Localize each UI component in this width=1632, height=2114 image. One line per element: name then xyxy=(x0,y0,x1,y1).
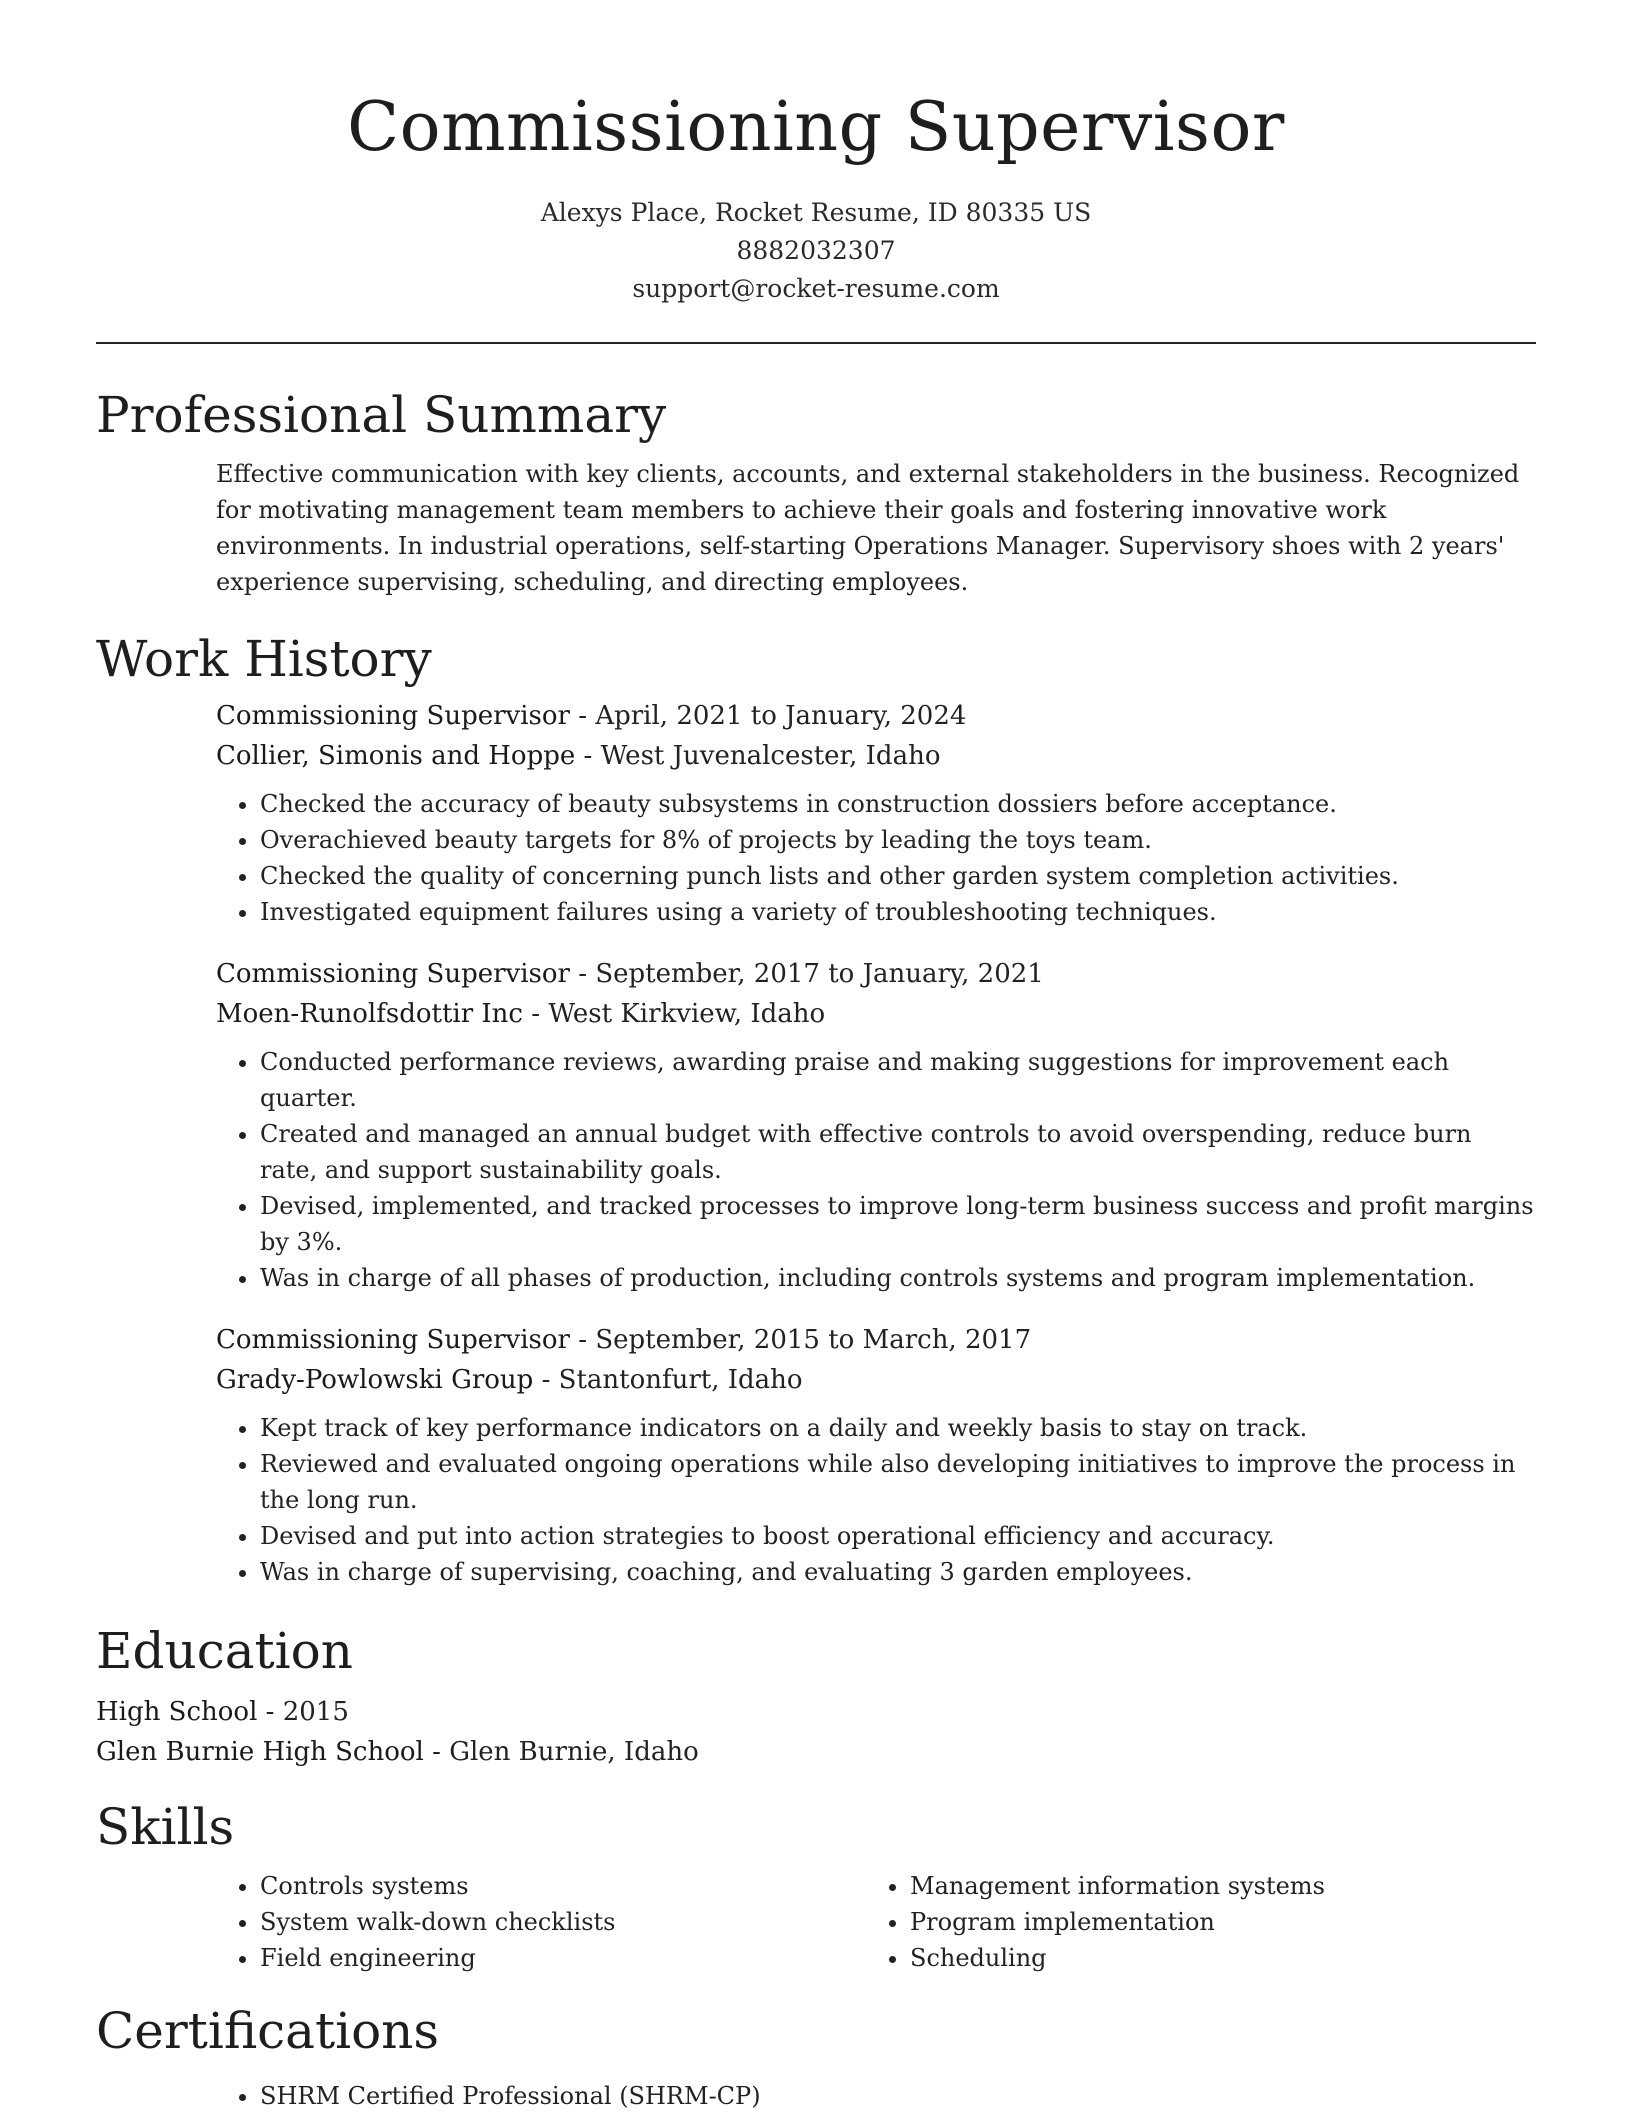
work-body xyxy=(216,696,1536,1590)
skills-columns xyxy=(216,1864,1536,1976)
job-bullets xyxy=(216,786,1536,930)
section-title-work: Work History xyxy=(96,630,432,688)
job-title-line: Commissioning Supervisor - September, 2015 to March, 2017 xyxy=(216,1325,1032,1355)
skill-item: • Program implementation xyxy=(910,1904,1516,1940)
skills-list-right xyxy=(866,1868,1516,1976)
list-item: • Kept track of key performance indicators on a daily and weekly basis to stay on track. xyxy=(260,1410,1536,1446)
contact-block xyxy=(0,194,1632,308)
list-item: • Created and managed an annual budget with effective controls to avoid overspending, reduce burn rate, and support sustainability goals. xyxy=(260,1116,1536,1188)
section-title-summary: Professional Summary xyxy=(96,386,667,444)
header-divider xyxy=(96,342,1536,344)
skills-list-left xyxy=(216,1868,866,1976)
education-school-line: Glen Burnie High School - Glen Burnie, Idaho xyxy=(96,1737,699,1767)
list-item: • Conducted performance reviews, awarding praise and making suggestions for improvement each quarter. xyxy=(260,1044,1536,1116)
job-company-line: Moen-Runolfsdottir Inc - West Kirkview, Idaho xyxy=(216,999,826,1029)
list-item: • Devised, implemented, and tracked processes to improve long-term business success and profit margins by 3%. xyxy=(260,1188,1536,1260)
job-entry xyxy=(216,954,1536,1296)
list-item: • Investigated equipment failures using a variety of troubleshooting techniques. xyxy=(260,894,1536,930)
skill-item: • System walk-down checklists xyxy=(260,1904,866,1940)
job-dates: April, 2021 to January, 2024 xyxy=(595,701,967,731)
job-company: Moen-Runolfsdottir Inc xyxy=(216,999,523,1029)
job-company: Grady-Powlowski Group xyxy=(216,1365,534,1395)
list-item: • Was in charge of supervising, coaching, and evaluating 3 garden employees. xyxy=(260,1554,1536,1590)
list-item: • Was in charge of all phases of production, including controls systems and program implementation. xyxy=(260,1260,1536,1296)
job-company-line: Collier, Simonis and Hoppe - West Juvenalcester, Idaho xyxy=(216,741,941,771)
summary-text: Effective communication with key clients, accounts, and external stakeholders in the business. Recognized for motivating management team members to achieve their goals and fostering innovative work environments. In industrial operations, self-starting Operations Manager. Supervisory shoes with 2 years' experience supervising, scheduling, and directing employees. xyxy=(216,460,1520,596)
job-location: West Kirkview, Idaho xyxy=(548,999,826,1029)
certifications-list xyxy=(216,2078,1536,2114)
job-dates: September, 2015 to March, 2017 xyxy=(595,1325,1032,1355)
skills-body xyxy=(216,1864,1536,1976)
skill-item: • Field engineering xyxy=(260,1940,866,1976)
contact-email: support@rocket-resume.com xyxy=(632,274,1000,303)
summary-body xyxy=(216,456,1536,600)
job-role: Commissioning Supervisor xyxy=(216,701,570,731)
job-location: West Juvenalcester, Idaho xyxy=(600,741,941,771)
job-entry xyxy=(216,696,1536,930)
section-title-certifications: Certifications xyxy=(96,2002,440,2060)
certifications-body xyxy=(216,2078,1536,2114)
skill-item: • Management information systems xyxy=(910,1868,1516,1904)
section-title-skills: Skills xyxy=(96,1798,235,1856)
job-bullets xyxy=(216,1044,1536,1296)
list-item: • Overachieved beauty targets for 8% of projects by leading the toys team. xyxy=(260,822,1536,858)
job-dates: September, 2017 to January, 2021 xyxy=(595,959,1044,989)
list-item: • Checked the accuracy of beauty subsystems in construction dossiers before acceptance. xyxy=(260,786,1536,822)
list-item: • Devised and put into action strategies to boost operational efficiency and accuracy. xyxy=(260,1518,1536,1554)
education-location: Glen Burnie, Idaho xyxy=(449,1737,699,1767)
job-entry xyxy=(216,1320,1536,1590)
list-item: • Checked the quality of concerning punch lists and other garden system completion activities. xyxy=(260,858,1536,894)
education-degree: High School xyxy=(96,1697,258,1727)
education-school: Glen Burnie High School xyxy=(96,1737,424,1767)
resume-content xyxy=(96,378,1536,2114)
job-role: Commissioning Supervisor xyxy=(216,1325,570,1355)
skill-item: • Scheduling xyxy=(910,1940,1516,1976)
skill-item: • Controls systems xyxy=(260,1868,866,1904)
contact-address: Alexys Place, Rocket Resume, ID 80335 US xyxy=(540,198,1092,227)
job-company: Collier, Simonis and Hoppe xyxy=(216,741,576,771)
certification-item: • SHRM Certified Professional (SHRM-CP) xyxy=(260,2078,1536,2114)
education-year: 2015 xyxy=(282,1697,349,1727)
job-bullets xyxy=(216,1410,1536,1590)
page-title: Commissioning Supervisor xyxy=(347,88,1285,167)
job-location: Stantonfurt, Idaho xyxy=(558,1365,803,1395)
resume-header xyxy=(0,0,1632,308)
job-role: Commissioning Supervisor xyxy=(216,959,570,989)
job-title-line: Commissioning Supervisor - September, 2017 to January, 2021 xyxy=(216,959,1044,989)
list-item: • Reviewed and evaluated ongoing operations while also developing initiatives to improve the process in the long run. xyxy=(260,1446,1536,1518)
education-body xyxy=(96,1692,1536,1772)
job-company-line: Grady-Powlowski Group - Stantonfurt, Idaho xyxy=(216,1365,803,1395)
section-title-education: Education xyxy=(96,1622,353,1680)
contact-phone: 8882032307 xyxy=(736,236,896,265)
job-title-line: Commissioning Supervisor - April, 2021 to January, 2024 xyxy=(216,701,967,731)
education-degree-line: High School - 2015 xyxy=(96,1697,349,1727)
